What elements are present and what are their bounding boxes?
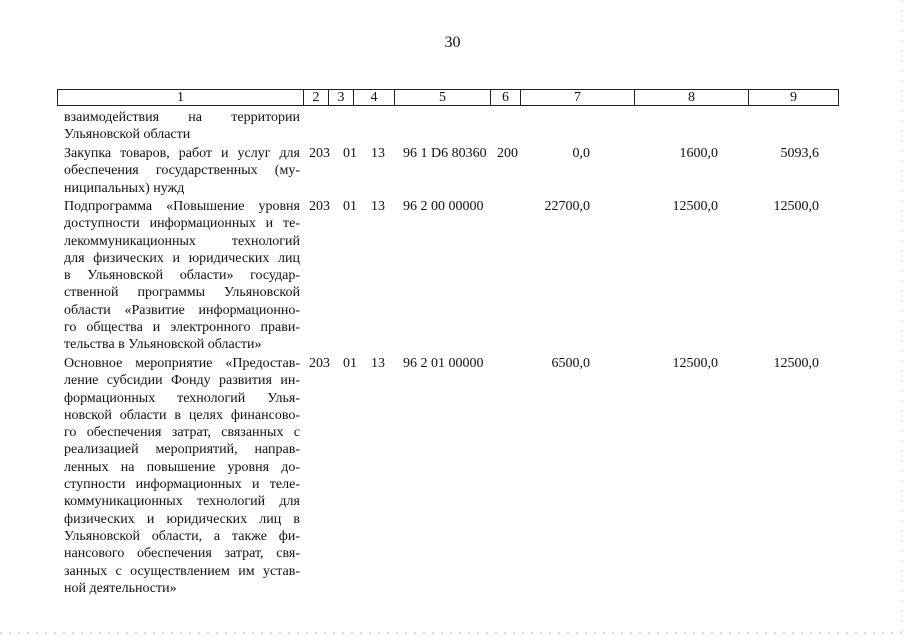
description-line: ление субсидии Фонду развития ин- [64,373,300,389]
row-description [64,109,300,144]
description-line: Закупка товаров, работ и услуг для [64,146,300,161]
description-line: доступности информационных и те- [64,216,300,232]
description-line: обеспечения государственных (му- [64,163,300,179]
description-line: взаимодействия на территории [64,110,300,125]
description-line: новской области в целях финансово- [64,407,300,423]
cell-amount-col7: 0,0 [572,146,590,161]
description-line: ленных на повышение уровня до- [64,459,300,475]
cell-section: 01 [343,199,357,214]
cell-ministry-code: 203 [309,199,330,214]
header-col-6: 6 [491,89,521,106]
description-line: ниципальных) нужд [64,180,185,196]
description-line: ступности информационных и теле- [64,477,300,493]
row-description [64,355,300,597]
description-line: Ульяновской области [64,127,191,143]
cell-amount-col9: 12500,0 [773,199,819,214]
description-line: реализацией мероприятий, направ- [64,442,300,458]
cell-section: 01 [343,146,357,161]
cell-target-article: 96 2 00 00000 [403,199,484,214]
page-number: 30 [444,34,461,51]
row-description [64,145,300,197]
header-col-2: 2 [304,89,329,106]
description-line: ной деятельности» [64,580,177,596]
row-description [64,198,300,354]
cell-target-article: 96 1 D6 80360 [403,146,487,161]
description-line: лекоммуникационных технологий [64,233,300,249]
table-header [57,89,839,107]
cell-expense-type: 200 [497,146,518,161]
header-col-7: 7 [521,89,635,106]
cell-ministry-code: 203 [309,146,330,161]
cell-subsection: 13 [371,356,385,371]
cell-amount-col7: 22700,0 [544,199,590,214]
header-col-8: 8 [635,89,749,106]
description-line: нансового обеспечения затрат, свя- [64,546,300,562]
header-col-1: 1 [57,89,304,106]
cell-amount-col7: 6500,0 [551,356,590,371]
description-line: занных с осуществлением им устав- [64,563,300,579]
cell-amount-col9: 5093,6 [780,146,819,161]
cell-subsection: 13 [371,199,385,214]
description-line: в Ульяновской области» государ- [64,268,300,284]
description-line: тельства в Ульяновской области» [64,337,262,353]
cell-amount-col9: 12500,0 [773,356,819,371]
description-line: для физических и юридических лиц [64,250,300,266]
cell-subsection: 13 [371,146,385,161]
scan-dotted-artifact [0,632,905,634]
cell-amount-col8: 1600,0 [679,146,718,161]
description-line: Основное мероприятие «Предостав- [64,356,300,371]
description-line: го общества и электронного прави- [64,320,300,336]
description-line: ственной программы Ульяновской [64,285,300,301]
description-line: Ульяновской области, а также фи- [64,528,300,544]
cell-amount-col8: 12500,0 [672,356,718,371]
header-col-4: 4 [354,89,395,106]
description-line: формационных технологий Улья- [64,390,300,406]
scan-edge-artifact [901,0,903,640]
cell-ministry-code: 203 [309,356,330,371]
description-line: Подпрограмма «Повышение уровня [64,199,300,214]
cell-amount-col8: 12500,0 [672,199,718,214]
header-col-5: 5 [395,89,491,106]
description-line: коммуникационных технологий для [64,494,300,510]
cell-target-article: 96 2 01 00000 [403,356,484,371]
description-line: области «Развитие информационно- [64,302,300,318]
header-col-3: 3 [329,89,354,106]
description-line: физических и юридических лиц в [64,511,300,527]
cell-section: 01 [343,356,357,371]
description-line: го обеспечения затрат, связанных с [64,425,300,441]
header-col-9: 9 [749,89,839,106]
